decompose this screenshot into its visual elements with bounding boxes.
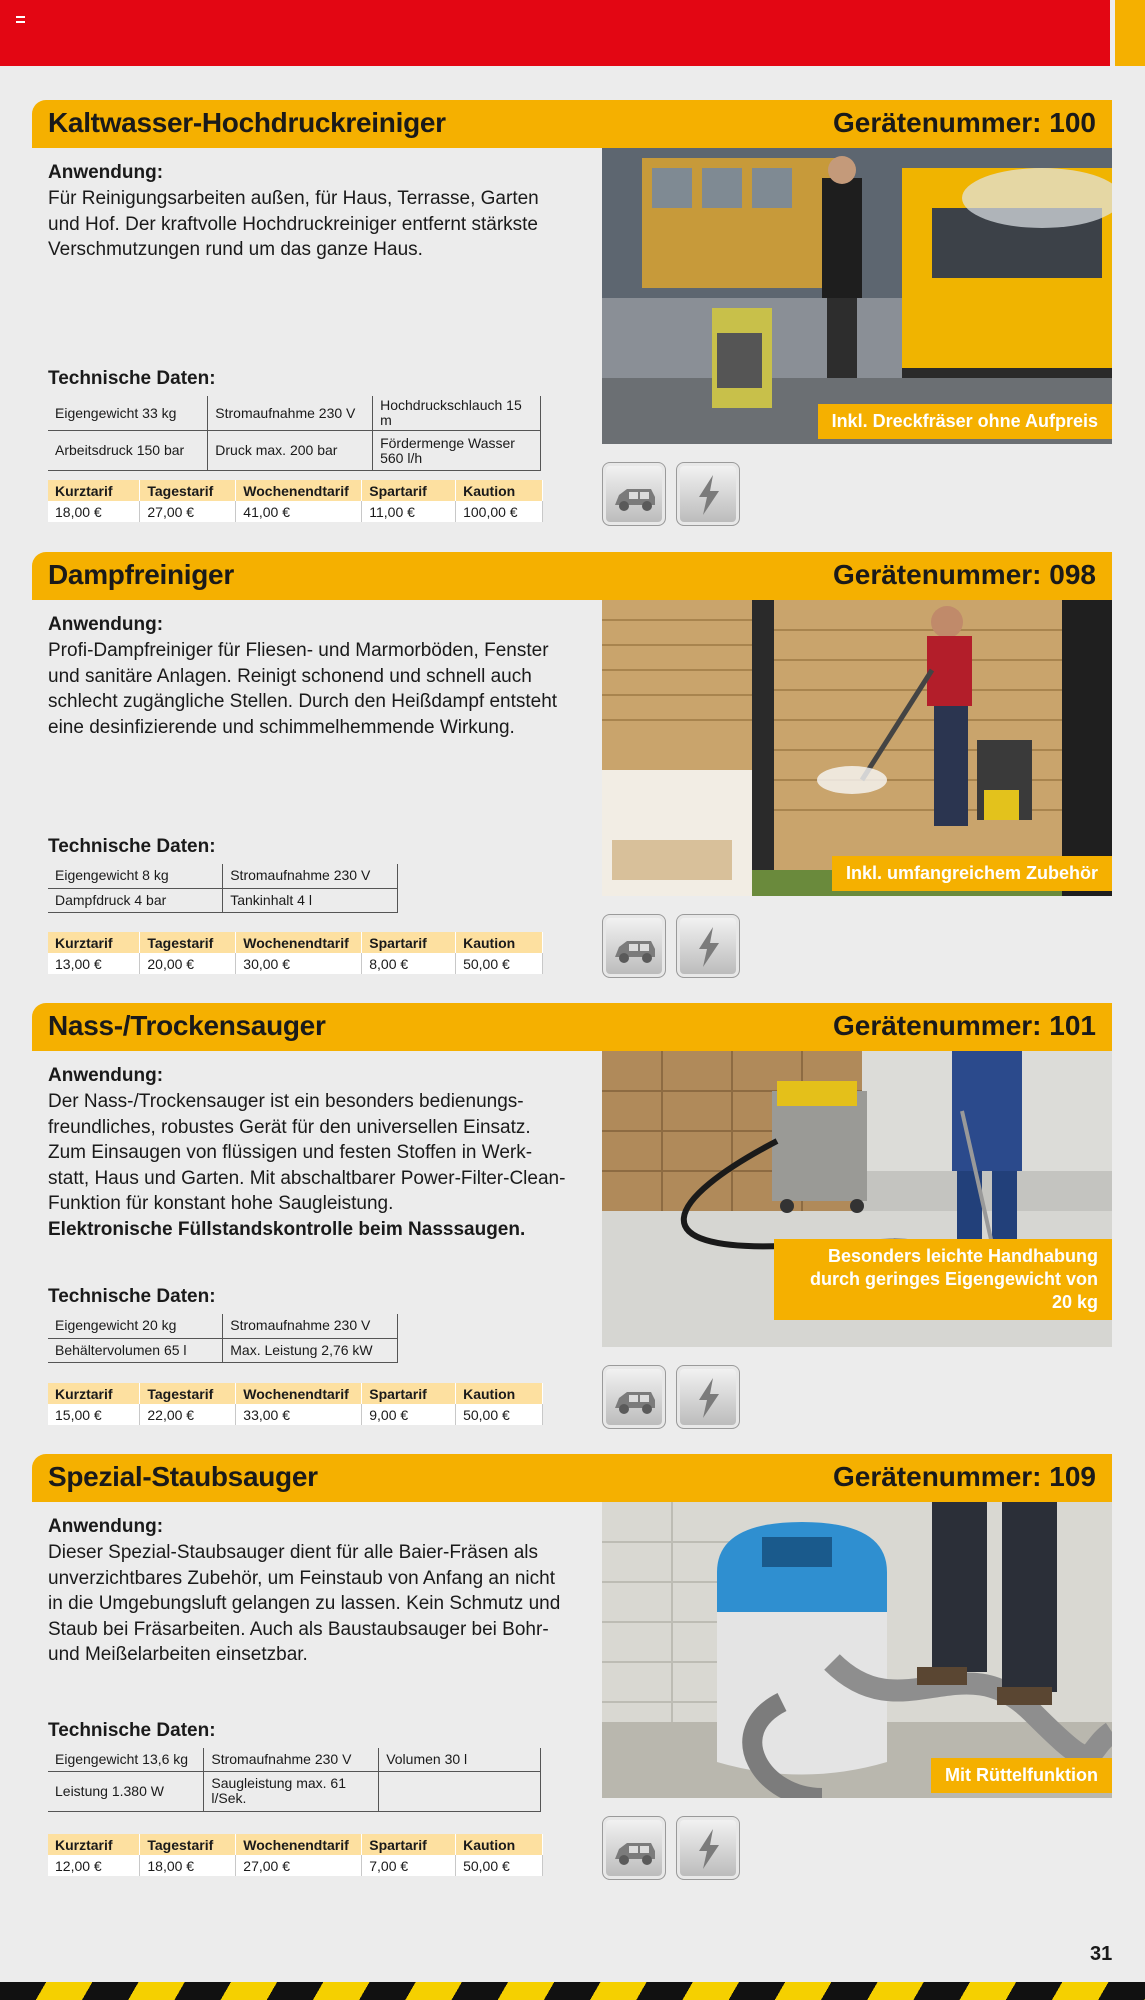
application-line: unverzichtbares Zubehör, um Feinstaub von Anfang an nicht xyxy=(48,1567,555,1589)
tariff-header: Wochenendtarif xyxy=(236,480,362,501)
tariff-table xyxy=(48,1383,543,1425)
device-section-098 xyxy=(32,552,1112,992)
photo-caption: Mit Rüttelfunktion xyxy=(931,1758,1112,1793)
technical-label: Technische Daten: xyxy=(48,836,216,857)
car-icon[interactable] xyxy=(602,1365,666,1429)
spec-cell: Max. Leistung 2,76 kW xyxy=(223,1338,398,1362)
tariff-header: Kurztarif xyxy=(48,1383,140,1404)
spec-cell: Hochdruckschlauch 15 m xyxy=(373,396,541,431)
tariff-table xyxy=(48,480,543,522)
tariff-header: Kurztarif xyxy=(48,932,140,953)
spec-cell: Stromaufnahme 230 V xyxy=(223,1314,398,1338)
application-text xyxy=(48,638,568,740)
tariff-header: Kaution xyxy=(456,1383,543,1404)
spec-cell: Stromaufnahme 230 V xyxy=(223,864,398,888)
page-number: 31 xyxy=(1090,1943,1113,1965)
tariff-header: Kurztarif xyxy=(48,1834,140,1855)
price-cell: 41,00 € xyxy=(236,501,362,522)
section-header xyxy=(32,552,1112,600)
application-line: statt, Haus und Garten. Mit abschaltbarer Power-Filter-Clean- xyxy=(48,1167,566,1189)
spec-cell: Behältervolumen 65 l xyxy=(48,1338,223,1362)
price-cell: 27,00 € xyxy=(236,1855,362,1876)
top-bar-accent xyxy=(1115,0,1145,66)
tariff-table xyxy=(48,1834,543,1876)
price-cell: 100,00 € xyxy=(456,501,543,522)
spec-cell xyxy=(379,1771,541,1811)
device-section-109 xyxy=(32,1454,1112,1894)
application-label: Anwendung: xyxy=(48,162,164,183)
photo-caption: Inkl. Dreckfräser ohne Aufpreis xyxy=(818,404,1112,439)
tariff-table xyxy=(48,932,543,974)
spec-table xyxy=(48,1314,398,1363)
price-cell: 11,00 € xyxy=(362,501,456,522)
spec-cell: Eigengewicht 20 kg xyxy=(48,1314,223,1338)
price-cell: 50,00 € xyxy=(456,1855,543,1876)
device-number: Gerätenummer: 098 xyxy=(832,559,1096,590)
price-cell: 33,00 € xyxy=(236,1404,362,1425)
tariff-header: Spartarif xyxy=(362,480,456,501)
spec-cell: Eigengewicht 13,6 kg xyxy=(48,1748,204,1771)
car-icon[interactable] xyxy=(602,462,666,526)
tariff-header: Tagestarif xyxy=(140,1834,236,1855)
price-cell: 22,00 € xyxy=(140,1404,236,1425)
spec-cell: Dampfdruck 4 bar xyxy=(48,888,223,912)
application-line: Staub bei Fräsarbeiten. Auch als Baustaubsauger bei Bohr- xyxy=(48,1618,549,1640)
price-cell: 15,00 € xyxy=(48,1404,140,1425)
application-line: und Meißelarbeiten einsetzbar. xyxy=(48,1644,308,1665)
product-photo xyxy=(602,1502,1112,1798)
technical-label: Technische Daten: xyxy=(48,1720,216,1741)
device-title: Spezial-Staubsauger xyxy=(48,1461,318,1492)
price-cell: 13,00 € xyxy=(48,953,140,974)
spec-cell: Volumen 30 l xyxy=(379,1748,541,1771)
tariff-header: Spartarif xyxy=(362,932,456,953)
application-text xyxy=(48,186,568,263)
device-title: Kaltwasser-Hochdruckreiniger xyxy=(48,107,446,138)
price-cell: 50,00 € xyxy=(456,1404,543,1425)
spec-cell: Eigengewicht 8 kg xyxy=(48,864,223,888)
spec-cell: Fördermenge Wasser 560 l/h xyxy=(373,431,541,471)
spec-cell: Leistung 1.380 W xyxy=(48,1771,204,1811)
technical-label: Technische Daten: xyxy=(48,368,216,389)
application-line: und sanitäre Anlagen. Reinigt schonend und schnell auch xyxy=(48,665,532,687)
spec-cell: Druck max. 200 bar xyxy=(208,431,373,471)
tariff-header: Spartarif xyxy=(362,1383,456,1404)
photo-caption: Besonders leichte Handhabung durch geringes Eigengewicht von 20 kg xyxy=(774,1239,1112,1320)
application-line: Für Reinigungsarbeiten außen, für Haus, Terrasse, Garten xyxy=(48,188,539,209)
product-photo xyxy=(602,600,1112,896)
tariff-header: Tagestarif xyxy=(140,1383,236,1404)
spec-cell: Saugleistung max. 61 l/Sek. xyxy=(204,1771,379,1811)
application-line: Funktion für konstant hohe Saugleistung. xyxy=(48,1193,394,1214)
application-line: eine desinfizierende und schimmelhemmende Wirkung. xyxy=(48,716,515,738)
product-photo xyxy=(602,148,1112,444)
technical-label: Technische Daten: xyxy=(48,1286,216,1307)
price-cell: 20,00 € xyxy=(140,953,236,974)
price-cell: 12,00 € xyxy=(48,1855,140,1876)
price-cell: 8,00 € xyxy=(362,953,456,974)
application-label: Anwendung: xyxy=(48,614,164,635)
tariff-header: Tagestarif xyxy=(140,480,236,501)
tariff-header: Wochenendtarif xyxy=(236,1383,362,1404)
section-header xyxy=(32,1454,1112,1502)
price-cell: 30,00 € xyxy=(236,953,362,974)
application-line: Profi-Dampfreiniger für Fliesen- und Marmorböden, Fenster xyxy=(48,640,549,661)
photo-caption: Inkl. umfangreichem Zubehör xyxy=(832,856,1112,891)
top-bar xyxy=(0,0,1110,66)
device-section-100 xyxy=(32,100,1112,540)
application-highlight: Elektronische Füllstandskontrolle beim Nasssaugen. xyxy=(48,1218,526,1240)
application-text xyxy=(48,1089,568,1242)
spec-table xyxy=(48,396,541,471)
tariff-header: Tagestarif xyxy=(140,932,236,953)
section-header xyxy=(32,1003,1112,1051)
spec-table xyxy=(48,864,398,913)
section-header xyxy=(32,100,1112,148)
spec-table xyxy=(48,1748,541,1812)
tariff-header: Spartarif xyxy=(362,1834,456,1855)
lightning-icon[interactable] xyxy=(676,914,740,978)
device-number: Gerätenummer: 101 xyxy=(832,1010,1096,1041)
price-cell: 18,00 € xyxy=(140,1855,236,1876)
application-line: schlecht zugängliche Stellen. Durch den Heißdampf entsteht xyxy=(48,691,558,712)
tariff-header: Kaution xyxy=(456,1834,543,1855)
application-line: Der Nass-/Trockensauger ist ein besonders bedienungs- xyxy=(48,1091,524,1112)
application-line: Dieser Spezial-Staubsauger dient für alle Baier-Fräsen als xyxy=(48,1542,539,1563)
price-cell: 50,00 € xyxy=(456,953,543,974)
tariff-header: Wochenendtarif xyxy=(236,932,362,953)
price-cell: 18,00 € xyxy=(48,501,140,522)
spec-cell: Arbeitsdruck 150 bar xyxy=(48,431,208,471)
spec-cell: Tankinhalt 4 l xyxy=(223,888,398,912)
tariff-header: Kurztarif xyxy=(48,480,140,501)
device-section-101 xyxy=(32,1003,1112,1443)
lightning-icon[interactable] xyxy=(676,1365,740,1429)
application-text xyxy=(48,1540,568,1668)
application-label: Anwendung: xyxy=(48,1516,164,1537)
spec-cell: Stromaufnahme 230 V xyxy=(204,1748,379,1771)
application-label: Anwendung: xyxy=(48,1065,164,1086)
device-number: Gerätenummer: 100 xyxy=(832,107,1096,138)
car-icon[interactable] xyxy=(602,1816,666,1880)
device-title: Nass-/Trockensauger xyxy=(48,1010,326,1041)
lightning-icon[interactable] xyxy=(676,462,740,526)
application-line: Verschmutzungen rund um das ganze Haus. xyxy=(48,239,423,260)
spec-cell: Eigengewicht 33 kg xyxy=(48,396,208,431)
lightning-icon[interactable] xyxy=(676,1816,740,1880)
car-icon[interactable] xyxy=(602,914,666,978)
price-cell: 9,00 € xyxy=(362,1404,456,1425)
price-cell: 7,00 € xyxy=(362,1855,456,1876)
menu-icon[interactable] xyxy=(16,16,25,23)
application-line: freundliches, robustes Gerät für den universellen Einsatz. xyxy=(48,1116,531,1138)
hazard-stripe xyxy=(0,1982,1145,2000)
spec-cell: Stromaufnahme 230 V xyxy=(208,396,373,431)
tariff-header: Wochenendtarif xyxy=(236,1834,362,1855)
application-line: Zum Einsaugen von flüssigen und festen Stoffen in Werk- xyxy=(48,1142,533,1163)
application-line: in die Umgebungsluft gelangen zu lassen. Kein Schmutz und xyxy=(48,1593,561,1614)
tariff-header: Kaution xyxy=(456,932,543,953)
tariff-header: Kaution xyxy=(456,480,543,501)
device-number: Gerätenummer: 109 xyxy=(832,1461,1096,1492)
device-title: Dampfreiniger xyxy=(48,559,234,590)
application-line: und Hof. Der kraftvolle Hochdruckreiniger entfernt stärkste xyxy=(48,213,538,235)
price-cell: 27,00 € xyxy=(140,501,236,522)
